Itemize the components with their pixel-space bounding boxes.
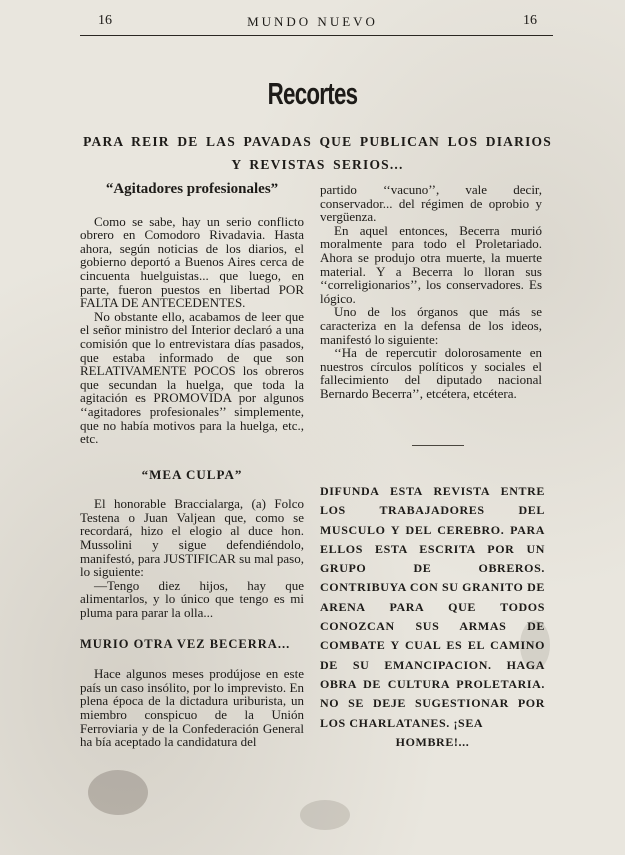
page-number-right: 16 xyxy=(523,13,537,28)
subtitle-line-1: PARA REIR DE LAS PAVADAS QUE PUBLICAN LOS DIARIOS xyxy=(83,134,552,149)
article-paragraph: —Tengo diez hijos, hay que alimentarlos, y lo único que tengo es mi pluma para parar la olla... xyxy=(80,577,304,621)
article-paragraph: Uno de los órganos que más se caracteriza en la defensa de los ideos, manifestó lo siguiente: xyxy=(320,304,542,347)
section-divider xyxy=(412,445,464,446)
appeal-text: DIFUNDA ESTA REVISTA ENTRE LOS TRABAJADORES DEL MUSCULO Y DEL CEREBRO. PARA ELLOS ESTA ESCRITA POR UN GRUPO DE OBREROS. CONTRIBUYA CON SU GRANITO DE ARENA PARA QUE TODOS CONOZCAN SUS ARMAS DE COMBATE Y CUAL ES EL CAMINO DE SU EMANCIPACION. HAGA OBRA DE CULTURA PROLETARIA. NO SE DEJE SUGESTIONAR POR LOS CHARLATANES. ¡SEA xyxy=(320,484,545,730)
article-paragraph: No obstante ello, acabamos de leer que el señor ministro del Interior declaró a una comisión que lo entrevistara días pasados, que estaba informado de que son RELATIVAMENTE POCOS los obreros que secundan la huelga, que toda la agitación es PROMOVIDA por algunos ‘‘agitadores profesionales’’ simplemente, que no había motivos para la huelga, etc., etc. xyxy=(80,308,304,447)
ink-stain xyxy=(88,770,148,815)
appeal-notice xyxy=(320,482,545,752)
article-heading-mea-culpa: “MEA CULPA” xyxy=(141,466,243,482)
article-paragraph: ‘‘Ha de repercutir dolorosamente en nuestros círculos políticos y sociales el fallecimiento del diputado nacional Bernardo Becerra’’, etcétera, etcétera. xyxy=(320,345,542,401)
article-heading-agitadores: “Agitadores profesionales” xyxy=(105,181,279,197)
page-title: Recortes xyxy=(267,76,358,111)
article-paragraph: En aquel entonces, Becerra murió moralmente para todo el Proletariado. Ahora se produjo otra muerte, la muerte material. Y a Becerra lo lloran sus ‘‘correligionarios’’, los conservadores. Es lógico. xyxy=(320,222,542,306)
subtitle xyxy=(70,130,565,176)
article-heading-becerra: MURIO OTRA VEZ BECERRA... xyxy=(80,636,291,651)
subtitle-line-2: Y REVISTAS SERIOS... xyxy=(231,157,404,172)
header-rule xyxy=(80,35,553,36)
left-column xyxy=(80,183,304,749)
article-paragraph: El honorable Braccialarga, (a) Folco Testena o Juan Valjean que, como se recordará, hizo el elogio al duce hon. Mussolini y sigue defendiéndolo, manifestó, para JUSTIFICAR su mal paso, lo siguiente: xyxy=(80,496,304,580)
article-paragraph: Como se sabe, hay un serio conflicto obrero en Comodoro Rivadavia. Hasta ahora, según noticias de los diarios, el gobierno deportó a Buenos Aires cerca de cincuenta huelguistas... que luego, en parte, fueron puestos en libertad POR FALTA DE ANTECEDENTES. xyxy=(80,213,304,311)
journal-name: MUNDO NUEVO xyxy=(247,14,378,29)
article-paragraph: Hace algunos meses prodújose en este país un caso insólito, por lo imprevisto. En plena época de la dictadura uriburista, un miembro conspicuo de la Unión Ferroviaria y de la Confederación General ha bía aceptado la candidatura del xyxy=(80,666,304,750)
ink-stain xyxy=(300,800,350,830)
right-column xyxy=(320,183,542,401)
article-paragraph: partido ‘‘vacuno’’, vale decir, conservador... del régimen de oprobio y vergüenza. xyxy=(320,182,542,225)
appeal-closing: HOMBRE!... xyxy=(395,734,470,749)
page-number-left: 16 xyxy=(98,13,112,28)
